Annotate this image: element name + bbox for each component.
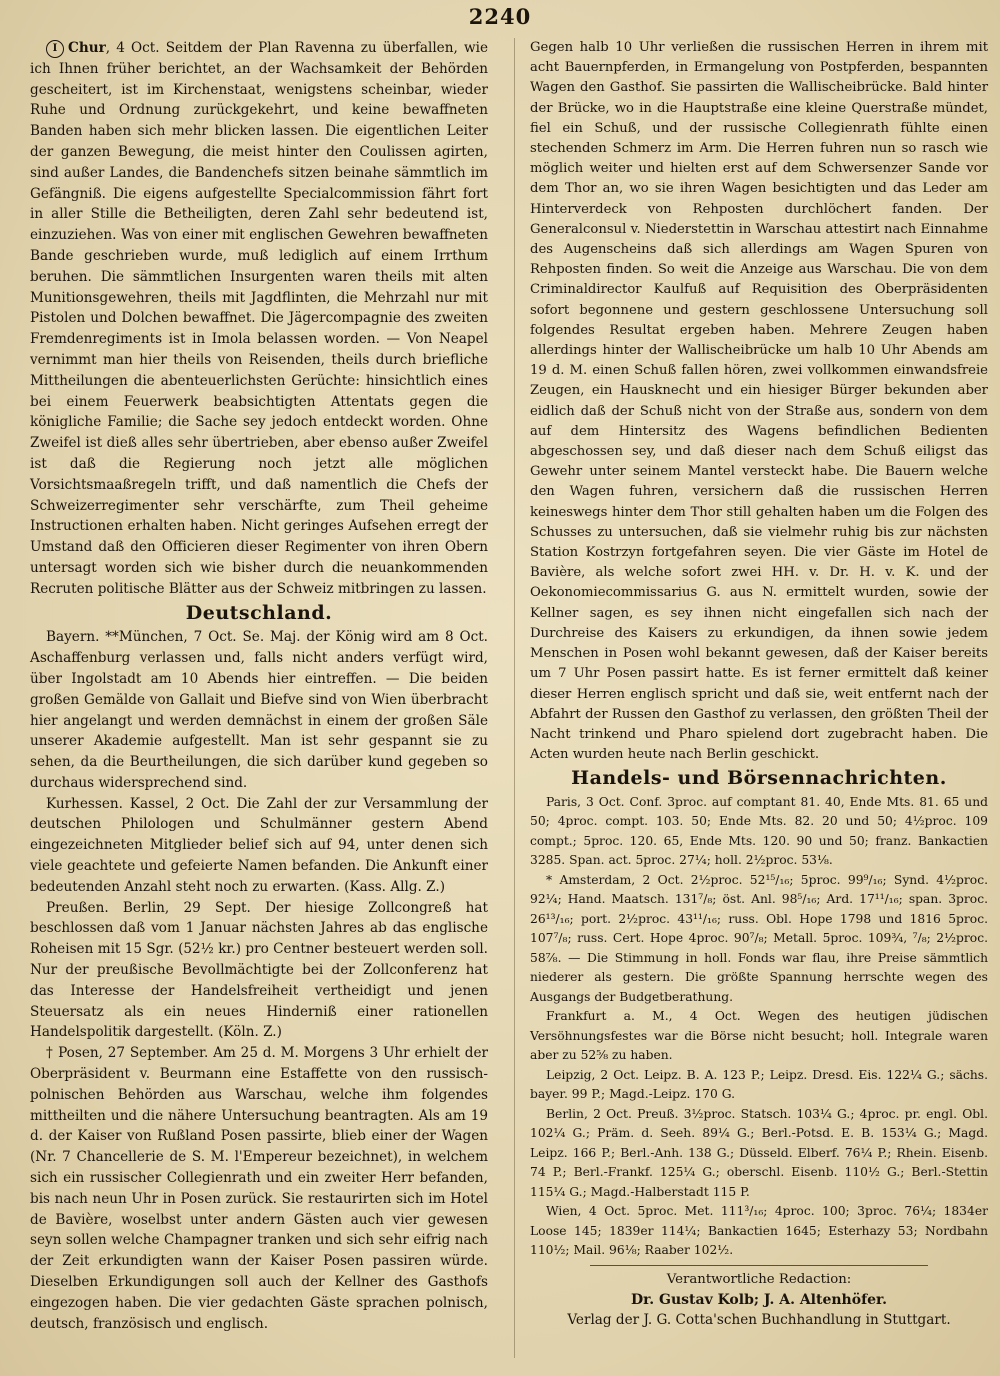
market-wien: Wien, 4 Oct. 5proc. Met. 111³/₁₆; 4proc. 100; 3proc. 76¼; 1834er Loose 145; 1839er 114¼; Bankactien 1645; Esterhazy 53; Nordbahn 110½; Mail. 96⅛; Raaber 102½. [530, 1204, 988, 1258]
dateline-place: Chur [68, 40, 106, 56]
page-number: 2240 [468, 4, 532, 29]
editor-label: Verantwortliche Redaction: [666, 1271, 852, 1287]
right-column [530, 38, 988, 1330]
publisher-line: Verlag der J. G. Cotta'schen Buchhandlung in Stuttgart. [567, 1311, 951, 1328]
correspondent-mark-icon: I [46, 40, 64, 58]
article-posen: † Posen, 27 September. Am 25 d. M. Morgens 3 Uhr erhielt der Oberpräsident v. Beurmann eine Estaffette von den russisch-polnischen Behörden aus Warschau, welche ihm folgendes mittheilten und die nähere Untersuchung beantragten. Als am 19 d. der Kaiser von Rußland Posen passirte, blieb einer der Wagen (Nr. 7 Chancellerie de S. M. l'Empereur bezeichnet), in welchem sich ein russischer Collegienrath und ein zweiter Herr befanden, bis nach neun Uhr in Posen zurück. Sie restaurirten sich im Hotel de Bavière, woselbst unter andern Gästen auch vier gewesen seyn sollen welche Champagner tranken und sich sehr eifrig nach der Zeit erkundigten wann der Kaiser Posen passiren würde. Dieselben Erkundigungen soll auch der Kellner des Gasthofs eingezogen haben. Die vier gedachten Gäste sprachen polnisch, deutsch, französisch und englisch. [30, 1045, 488, 1332]
article-text: , 4 Oct. Seitdem der Plan Ravenna zu überfallen, wie ich Ihnen früher berichtet, an der Wachsamkeit der Behörden gescheitert, ist im Kirchenstaat, wenigstens scheinbar, wieder Ruhe und Ordnung zurückgekehrt, und keine bewaffneten Banden haben sich mehr blicken lassen. Die eigentlichen Leiter der ganzen Bewegung, die meist hinter den Coulissen agirten, sind außer Landes, die Bandenchefs sitzen beinahe sämmtlich im Gefängniß. Die eigens aufgestellte Specialcommission fährt fort in aller Stille die Betheiligten, deren Zahl sehr bedeutend ist, einzuziehen. Was von einer mit englischen Gewehren bewaffneten Bande geschrieben wurde, muß lediglich auf einem Irrthum beruhen. Die sämmtlichen Insurgenten waren theils mit alten Munitionsgewehren, theils mit Jagdflinten, die Mehrzahl nur mit Pistolen und Dolchen bewaffnet. Die Jägercompagnie des zweiten Fremdenregiments ist in Imola belassen worden. — Von Neapel vernimmt man hier theils von Reisenden, theils durch briefliche Mittheilungen die abenteuerlichsten Gerüchte: hinsichtlich eines bei einem Feuerwerk beabsichtigten Attentats gegen die königliche Familie; die Sache sey jedoch entdeckt worden. Ohne Zweifel ist dieß alles sehr übertrieben, aber ebenso außer Zweifel ist daß die Regierung noch jetzt alle möglichen Vorsichtsmaaßregeln trifft, und daß namentlich die Chefs der Schweizerregimenter sehr verschärfte, zum Theil geheime Instructionen erhalten haben. Nicht geringes Aufsehen erregt der Umstand daß den Officieren dieser Regimenter von ihren Obern untersagt worden sich wie bisher durch die neuankommenden Recruten politische Blätter aus der Schweiz mitbringen zu lassen. [30, 40, 488, 597]
editor-names: Dr. Gustav Kolb; J. A. Altenhöfer. [631, 1291, 887, 1308]
market-berlin: Berlin, 2 Oct. Preuß. 3½proc. Statsch. 103¼ G.; 4proc. pr. engl. Obl. 102¼ G.; Präm. d. Seeh. 89¼ G.; Berl.-Potsd. E. B. 153¼ G.; Magd. Leipz. 166 P.; Berl.-Anh. 138 G.; Düsseld. Elberf. 76¼ P.; Rhein. Eisenb. 74 P.; Berl.-Frankf. 125¼ G.; oberschl. Eisenb. 110½ G.; Berl.-Stettin 115¼ G.; Magd.-Halberstadt 115 P. [530, 1106, 988, 1199]
article-preussen: Preußen. Berlin, 29 Sept. Der hiesige Zollcongreß hat beschlossen daß vom 1 Januar nächsten Jahres ab das englische Roheisen mit 15 Sgr. (52½ kr.) pro Centner besteuert werden soll. Nur der preußische Bevollmächtigte bei der Zollconferenz hat das Interesse der Handelsfreiheit vertheidigt und jenen Steuersatz als ein neues Hinderniß einer rationellen Handelspolitik dargestellt. (Köln. Z.) [30, 899, 488, 1041]
column-divider [514, 38, 515, 1358]
market-paris: Paris, 3 Oct. Conf. 3proc. auf comptant 81. 40, Ende Mts. 81. 65 und 50; 4proc. compt. 103. 50; Ende Mts. 82. 20 und 50; 4½proc. 109 compt.; 5proc. 120. 65, Ende Mts. 120. 90 und 50; franz. Bankactien 3285. Span. act. 5proc. 27¼; holl. 2½proc. 53⅛. [530, 794, 988, 868]
market-leipzig: Leipzig, 2 Oct. Leipz. B. A. 123 P.; Leipz. Dresd. Eis. 122¼ G.; sächs. bayer. 99 P.; Magd.-Leipz. 170 G. [530, 1067, 988, 1102]
article-bayern: Bayern. **München, 7 Oct. Se. Maj. der König wird am 8 Oct. Aschaffenburg verlassen und, falls nicht anders verfügt wird, über Ingolstadt am 10 Abends hier eintreffen. — Die beiden großen Gemälde von Gallait und Biefve sind von Wien überbracht hier angelangt und werden demnächst in einem der großen Säle unserer Akademie aufgestellt. Man ist sehr gespannt sie zu sehen, da die Beurtheilungen, die sich darüber kund gegeben so durchaus widersprechend sind. [30, 629, 488, 791]
article-kurhessen: Kurhessen. Kassel, 2 Oct. Die Zahl der zur Versammlung der deutschen Philologen und Schulmänner gestern Abend eingezeichneten Mitglieder belief sich auf 94, unter denen sich viele geachtete und gefeierte Namen befanden. Die Ankunft einer bedeutenden Anzahl steht noch zu erwarten. (Kass. Allg. Z.) [30, 795, 488, 895]
signature-rule [590, 1265, 928, 1266]
section-heading-boerse: Handels- und Börsennachrichten. [571, 767, 947, 790]
market-frankfurt: Frankfurt a. M., 4 Oct. Wegen des heutigen jüdischen Versöhnungsfestes war die Börse nicht besucht; holl. Integrale waren aber zu 52⅝ zu haben. [530, 1009, 988, 1063]
article-chur [30, 38, 488, 600]
section-heading-deutschland: Deutschland. [185, 601, 333, 624]
article-posen-continued: Gegen halb 10 Uhr verließen die russischen Herren in ihrem mit acht Bauernpferden, in Ermangelung von Postpferden, bespannten Wagen den Gasthof. Sie passirten die Wallischeibrücke. Bald hinter der Brücke, wo in die Hauptstraße eine kleine Querstraße mündet, fiel ein Schuß, und der russische Collegienrath fühlte einen stechenden Schmerz im Arm. Die Herren fuhren nun so rasch wie möglich weiter und hielten erst auf dem Schwersenzer Sande vor dem Thor an, wo sie ihren Wagen besichtigten und das Leder am Hinterverdeck von Rehposten durchlöchert fanden. Der Generalconsul v. Niederstettin in Warschau attestirt nach Einnahme des Augenscheins daß sich allerdings am Wagen Spuren von Rehposten finden. So weit die Anzeige aus Warschau. Die von dem Criminaldirector Kaulfuß auf Requisition des Oberpräsidenten sofort begonnene und gestern geschlossene Untersuchung soll folgendes Resultat ergeben haben. Mehrere Zeugen haben allerdings hinter der Wallischeibrücke um halb 10 Uhr Abends am 19 d. M. einen Schuß fallen hören, zwei vollkommen einwandsfreie Zeugen, ein Hausknecht und ein hiesiger Bürger bekunden aber eidlich daß der Schuß nicht von der Straße aus, sondern von dem auf dem Hintersitz des Wagens befindlichen Bedienten abgeschossen sey, und daß dieser nach dem Schuß eiligst das Gewehr unter seinem Mantel versteckt habe. Die Bauern welche den Wagen fuhren, versichern daß die russischen Herren keineswegs hinter dem Thor still gehalten haben um die Folgen des Schusses zu untersuchen, daß sie vielmehr ruhig bis zur nächsten Station Kostrzyn fortgefahren seyen. Die vier Gäste im Hotel de Bavière, als welche sofort zwei HH. v. Dr. H. v. K. und der Oekonomiecommissarius G. aus N. ermittelt wurden, sowie der Kellner sagen, es sey ihnen nicht eingefallen sich nach der Durchreise des Kaisers zu erkundigen, da ihnen sowie jedem Menschen in Posen wohl bekannt gewesen, daß der Kaiser bereits um 7 Uhr Posen passirt hatte. Es ist ferner ermittelt daß keiner dieser Herren englisch spricht und daß sie, weit entfernt nach der Abfahrt der Russen den Gasthof zu verlassen, den größten Theil der Nacht trinkend und Pharo spielend dort zugebracht haben. Die Acten wurden heute nach Berlin geschickt. [530, 40, 988, 763]
left-column [30, 38, 488, 1334]
market-amsterdam: * Amsterdam, 2 Oct. 2½proc. 52¹⁵/₁₆; 5proc. 99⁹/₁₆; Synd. 4½proc. 92¼; Hand. Maatsch. 131⁷/₈; öst. Anl. 98⁵/₁₆; Ard. 17¹¹/₁₆; span. 3proc. 26¹³/₁₆; port. 2½proc. 43¹¹/₁₆; russ. Obl. Hope 1798 und 1816 5proc. 107⁷/₈; russ. Cert. Hope 4proc. 90⁷/₈; Metall. 5proc. 109¾, ⁷/₈; 2½proc. 58⅞. — Die Stimmung in holl. Fonds war flau, ihre Preise sämmtlich niederer als gestern. Die größte Spannung herrschte wegen des Ausgangs der Budgetberathung. [530, 872, 988, 1004]
